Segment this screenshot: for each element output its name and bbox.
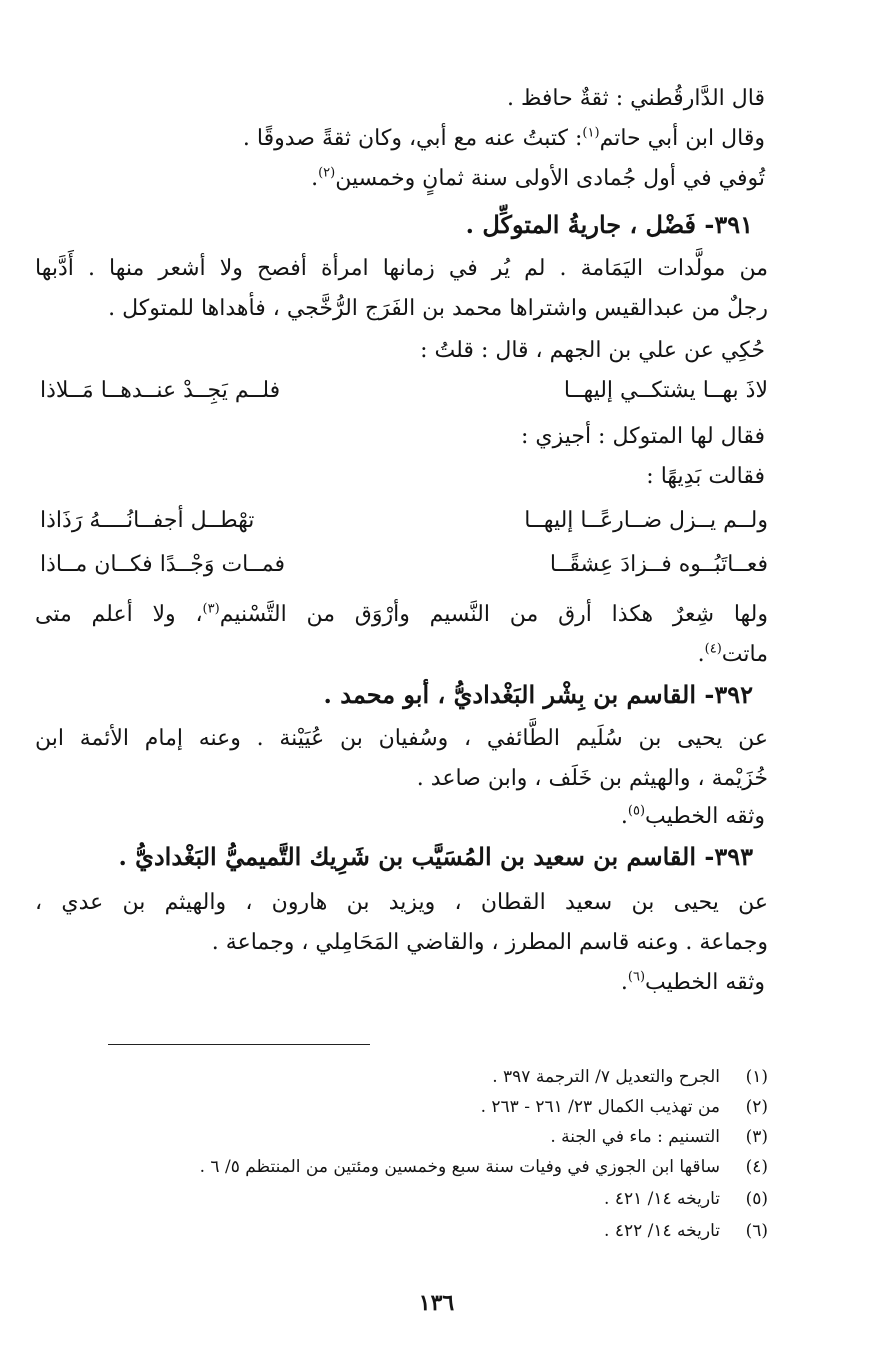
text-line: وقال ابن أبي حاتم$^{(١)}$: كتبتُ عنه مع أبي، وكان ثقةً صدوقًا . [242,125,765,151]
paragraph-line: حُكِي عن علي بن الجهم ، قال : قلتُ : [420,338,765,363]
poem-verse [40,504,768,538]
footnote-item [492,1064,768,1090]
poem-verse [40,548,768,582]
footnote-item [550,1124,768,1150]
paragraph-line: عن يحيى بن سعيد القطان ، ويزيد بن هارون ، والهيثم بن عدي ، [35,890,768,915]
paragraph-line: فقالت بَدِيهًا : [646,464,765,489]
footnote-item [200,1154,768,1180]
footnote-ref[interactable]: (٤) [704,641,722,657]
verse-second-hemistich: تهْطــل أجفــانُــــهُ رَذَاذا [40,508,255,533]
entry-heading-393: ٣٩٣- القاسم بن سعيد بن المُسَيَّب بن شَرِيك التَّميميُّ البَغْداديُّ . [118,842,753,871]
paragraph-line: من مولَّدات اليَمَامة . لم يُر في زمانها امرأة أفصح ولا أشعر منها . أَدَّبها [35,256,768,281]
verse-first-hemistich: فعــاتَبُــوه فــزادَ عِشقًــا [549,552,768,577]
footnote-text: تاريخه ١٤/ ٤٢٢ . [604,1221,720,1241]
verse-second-hemistich: فلــم يَجِــدْ عنــدهــا مَــلاذا [40,378,281,403]
paragraph-line: وثقه الخطيب$^{(٥)}$. [620,803,765,829]
paragraph-line: ماتت$^{(٤)}$. [697,641,768,667]
footnote-number: (٢) [745,1097,768,1117]
paragraph-line: وثقه الخطيب$^{(٦)}$. [620,969,765,995]
footnote-ref[interactable]: (٢) [318,165,336,181]
entry-heading-391: ٣٩١- فَضْل ، جاريةُ المتوكِّل . [465,210,753,239]
footnote-number: (١) [745,1067,768,1087]
paragraph-line: فقال لها المتوكل : أجيزي : [520,424,765,449]
poem-verse [40,374,768,408]
footnote-text: ساقها ابن الجوزي في وفيات سنة سبع وخمسين ومئتين من المنتظم ٥/ ٦ . [199,1157,720,1177]
footnote-number: (٣) [745,1127,768,1147]
footnote-ref[interactable]: (١) [582,125,600,141]
footnote-number: (٥) [745,1189,768,1209]
paragraph-line: وجماعة . وعنه قاسم المطرز ، والقاضي المَحَامِلي ، وجماعة . [211,930,768,955]
footnote-text: التسنيم : ماء في الجنة . [550,1127,720,1147]
footnote-item [604,1186,768,1212]
footnote-number: (٤) [745,1157,768,1177]
paragraph-line: ولها شِعرٌ هكذا أرق من النَّسيم وأرْوَق من التَّسْنيم$^{(٣)}$، ولا أعلم متى [35,601,768,627]
verse-first-hemistich: ولــم يــزل ضــارعًــا إليهــا [524,508,768,533]
paragraph-line: خُزَيْمة ، والهيثم بن خَلَف ، وابن صاعد . [416,766,768,791]
page-number: ١٣٦ [418,1290,455,1316]
verse-first-hemistich: لاذَ بهــا يشتكــي إليهــا [563,378,768,403]
footnote-ref[interactable]: (٥) [627,803,646,819]
footnote-ref[interactable]: (٦) [627,969,646,985]
text-line: قال الدَّارقُطني : ثقةٌ حافظ . [507,86,765,111]
paragraph-line: عن يحيى بن سُلَيم الطَّائفي ، وسُفيان بن عُيَيْنة . وعنه إمام الأئمة ابن [35,726,768,751]
footnote-number: (٦) [745,1221,768,1241]
footnote-item [604,1218,768,1244]
footnote-item [481,1094,768,1120]
verse-second-hemistich: فمــات وَجْــدًا فكــان مــاذا [40,552,285,577]
footnote-text: من تهذيب الكمال ٢٣/ ٢٦١ - ٢٦٣ . [480,1097,720,1117]
footnote-separator [108,1044,370,1045]
footnote-ref[interactable]: (٣) [202,601,220,617]
paragraph-line: رجلٌ من عبدالقيس واشتراها محمد بن الفَرَج الرُّخَّجي ، فأهداها للمتوكل . [108,296,768,321]
entry-heading-392: ٣٩٢- القاسم بن بِشْر البَغْداديُّ ، أبو محمد . [323,680,753,709]
footnote-text: الجرح والتعديل ٧/ الترجمة ٣٩٧ . [492,1067,720,1087]
footnote-text: تاريخه ١٤/ ٤٢١ . [604,1189,720,1209]
text-line: تُوفي في أول جُمادى الأولى سنة ثمانٍ وخمسين$^{(٢)}$. [311,165,765,191]
